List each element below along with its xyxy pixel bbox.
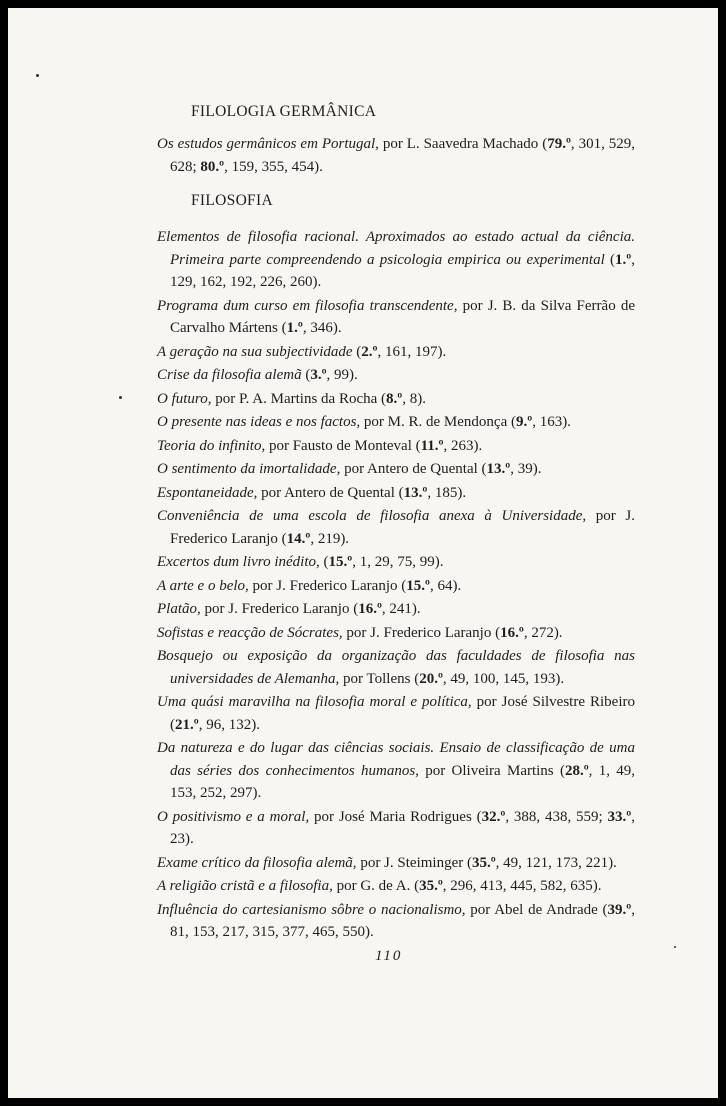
index-entry: [157, 551, 635, 574]
entry-volume: 35.º: [419, 878, 443, 894]
ink-speck: [674, 946, 676, 948]
entry-volume: 2.º: [361, 343, 378, 360]
entry-volume: 14.º: [286, 530, 311, 547]
entry-author: por Tollens (: [339, 670, 420, 687]
entry-author: por Oliveira Martins (: [418, 762, 565, 779]
entry-pages: , 23).: [170, 808, 635, 847]
document-page: [8, 8, 718, 1098]
entry-author: por M. R. de Mendonça (: [360, 414, 516, 430]
entry-author: por José Maria Rodrigues (: [309, 808, 482, 825]
index-entry: [157, 899, 635, 944]
entry-title: O presente nas ideas e nos factos,: [157, 414, 361, 430]
entry-volume: 11.º: [420, 437, 444, 454]
entry-author: por P. A. Martins da Rocha (: [211, 390, 387, 407]
index-entry: [157, 645, 635, 690]
entry-volume: 80.º: [200, 158, 225, 175]
index-entry: [157, 435, 635, 458]
entry-volume: 16.º: [500, 624, 524, 641]
entry-pages: , 272).: [523, 624, 563, 641]
entry-pages: , 346).: [302, 320, 342, 336]
entry-title: Programa dum curso em filosofia transcendente,: [157, 297, 458, 314]
index-entry: [157, 226, 635, 294]
entry-pages: , 163).: [532, 414, 571, 430]
index-entry: [157, 622, 635, 645]
entry-author: por J. Steiminger (: [356, 854, 472, 871]
entry-title: O positivismo e a moral,: [157, 808, 310, 825]
entry-author: por José Silvestre Ribeiro (: [170, 694, 635, 733]
entry-title: Excertos dum livro inédito,: [157, 554, 320, 570]
entry-volume: 3.º: [310, 367, 327, 383]
entry-title: Bosquejo ou exposição da organização das faculdades de filosofia nas universidades de Alemanha,: [157, 648, 635, 687]
entry-author: por J. Frederico Laranjo (: [248, 577, 407, 594]
entry-title: Da natureza e do lugar das ciências sociais. Ensaio de classificação de uma das séries dos conhecimentos humanos,: [157, 740, 635, 779]
entry-title: Uma quási maravilha na filosofia moral e política,: [157, 694, 472, 710]
entry-pages: , 161, 197).: [377, 343, 447, 360]
entry-pages: , 81, 153, 217, 315, 377, 465, 550).: [170, 901, 635, 940]
section-heading-filologia: FILOLOGIA GERMÂNICA: [191, 103, 377, 120]
entry-volume: 32.º: [481, 808, 506, 825]
entry-volume: 20.º: [419, 670, 443, 687]
entry-title: Crise da filosofia alemã: [157, 367, 302, 383]
entry-pages: , 1, 49, 153, 252, 297).: [170, 762, 635, 801]
entry-volume: 15.º: [406, 577, 430, 594]
index-entry: [157, 388, 635, 411]
entry-pages: , 129, 162, 192, 226, 260).: [170, 251, 635, 290]
index-entry: [157, 875, 635, 898]
entry-title: O sentimento da imortalidade,: [157, 461, 341, 477]
entry-title: A religião cristã e a filosofia,: [157, 878, 333, 894]
entry-title: A geração na sua subjectividade: [157, 343, 353, 360]
index-entry: [157, 295, 635, 340]
entry-pages: , 99).: [326, 367, 358, 383]
entry-author: (: [352, 343, 362, 360]
entry-pages: , 241).: [381, 601, 421, 617]
entry-pages: , 159, 355, 454).: [224, 158, 323, 175]
index-entry: [157, 575, 635, 598]
entry-title: Sofistas e reacção de Sócrates,: [157, 624, 343, 641]
ink-speck: [119, 396, 122, 399]
entry-volume: 33.º: [607, 808, 632, 825]
entry-volume: 16.º: [358, 601, 382, 617]
entry-pages: , 49, 121, 173, 221).: [495, 854, 617, 871]
entry-author: por J. Frederico Laranjo (: [342, 624, 501, 641]
index-entry: [157, 341, 635, 364]
entry-title: O futuro,: [157, 390, 212, 407]
entry-title: A arte e o belo,: [157, 577, 249, 594]
entry-author: (: [301, 367, 311, 383]
entry-pages: , 96, 132).: [198, 716, 260, 733]
index-entry: [157, 364, 635, 387]
entry-volume: 15.º: [328, 554, 353, 570]
index-entry: [157, 852, 635, 875]
entry-volume: 13.º: [403, 484, 428, 501]
index-entry: [157, 411, 635, 434]
entry-author: por G. de A. (: [332, 878, 420, 894]
entry-title: Teoria do infinito,: [157, 437, 266, 454]
index-entry: [157, 482, 635, 505]
entry-author: por Antero de Quental (: [340, 461, 487, 477]
entry-volume: 13.º: [486, 461, 511, 477]
entry-title: Platão,: [157, 601, 201, 617]
entry-pages: , 185).: [427, 484, 467, 501]
entry-author: por L. Saavedra Machado (: [378, 136, 548, 152]
entry-author: por J. Frederico Laranjo (: [200, 601, 359, 617]
index-entry: [157, 691, 635, 736]
entry-pages: , 39).: [510, 461, 542, 477]
entry-volume: 28.º: [564, 762, 589, 779]
entry-volume: 39.º: [607, 901, 632, 918]
entry-pages: , 64).: [429, 577, 462, 594]
entry-title: Influência do cartesianismo sôbre o nacionalismo,: [157, 901, 466, 918]
entry-author: por Antero de Quental (: [257, 484, 404, 501]
index-entry: [157, 458, 635, 481]
entry-pages: , 49, 100, 145, 193).: [442, 670, 565, 687]
entry-title: Os estudos germânicos em Portugal,: [157, 136, 379, 152]
entry-pages: , 263).: [443, 437, 483, 454]
entry-volume: 35.º: [471, 854, 496, 871]
index-entry: [157, 133, 635, 178]
entry-author: por J. B. da Silva Ferrão de Carvalho Mártens (: [170, 297, 635, 336]
entry-author: por Fausto de Monteval (: [265, 437, 421, 454]
entry-title: Conveniência de uma escola de filosofia anexa à Universidade,: [157, 508, 587, 524]
entry-volume: 21.º: [175, 716, 199, 733]
index-entry: [157, 806, 635, 851]
entry-author: (: [319, 554, 329, 570]
entry-pages: , 296, 413, 445, 582, 635).: [442, 878, 602, 894]
entry-pages: , 8).: [402, 390, 426, 407]
section-heading-filosofia: FILOSOFIA: [191, 192, 273, 209]
entry-volume: 79.º: [547, 136, 571, 152]
entry-volume: 1.º: [615, 251, 632, 268]
entry-title: Elementos de filosofia racional. Aproximados ao estado actual da ciência. Primeira parte compreendendo a psicologia empirica ou experimental: [157, 229, 635, 268]
entry-pages: , 219).: [310, 530, 350, 547]
entry-pages: , 1, 29, 75, 99).: [352, 554, 444, 570]
entry-volume: 8.º: [386, 390, 403, 407]
entry-title: Espontaneidade,: [157, 484, 258, 501]
entry-author: por Abel de Andrade (: [465, 901, 608, 918]
index-entry: [157, 598, 635, 621]
page-number: 110: [375, 948, 403, 964]
filosofia-list: [157, 226, 635, 944]
entry-pages: , 388, 438, 559;: [505, 808, 608, 825]
index-entry: [157, 737, 635, 805]
entry-author: (: [604, 251, 616, 268]
index-content: [157, 103, 635, 945]
entry-pages: , 301, 529, 628;: [170, 136, 635, 175]
entry-title: Exame crítico da filosofia alemã,: [157, 854, 357, 871]
index-entry: [157, 505, 635, 550]
filologia-list: [157, 133, 635, 178]
ink-speck: [36, 74, 39, 77]
entry-volume: 9.º: [515, 414, 533, 430]
entry-volume: 1.º: [286, 320, 303, 336]
entry-author: por J. Frederico Laranjo (: [170, 508, 635, 547]
